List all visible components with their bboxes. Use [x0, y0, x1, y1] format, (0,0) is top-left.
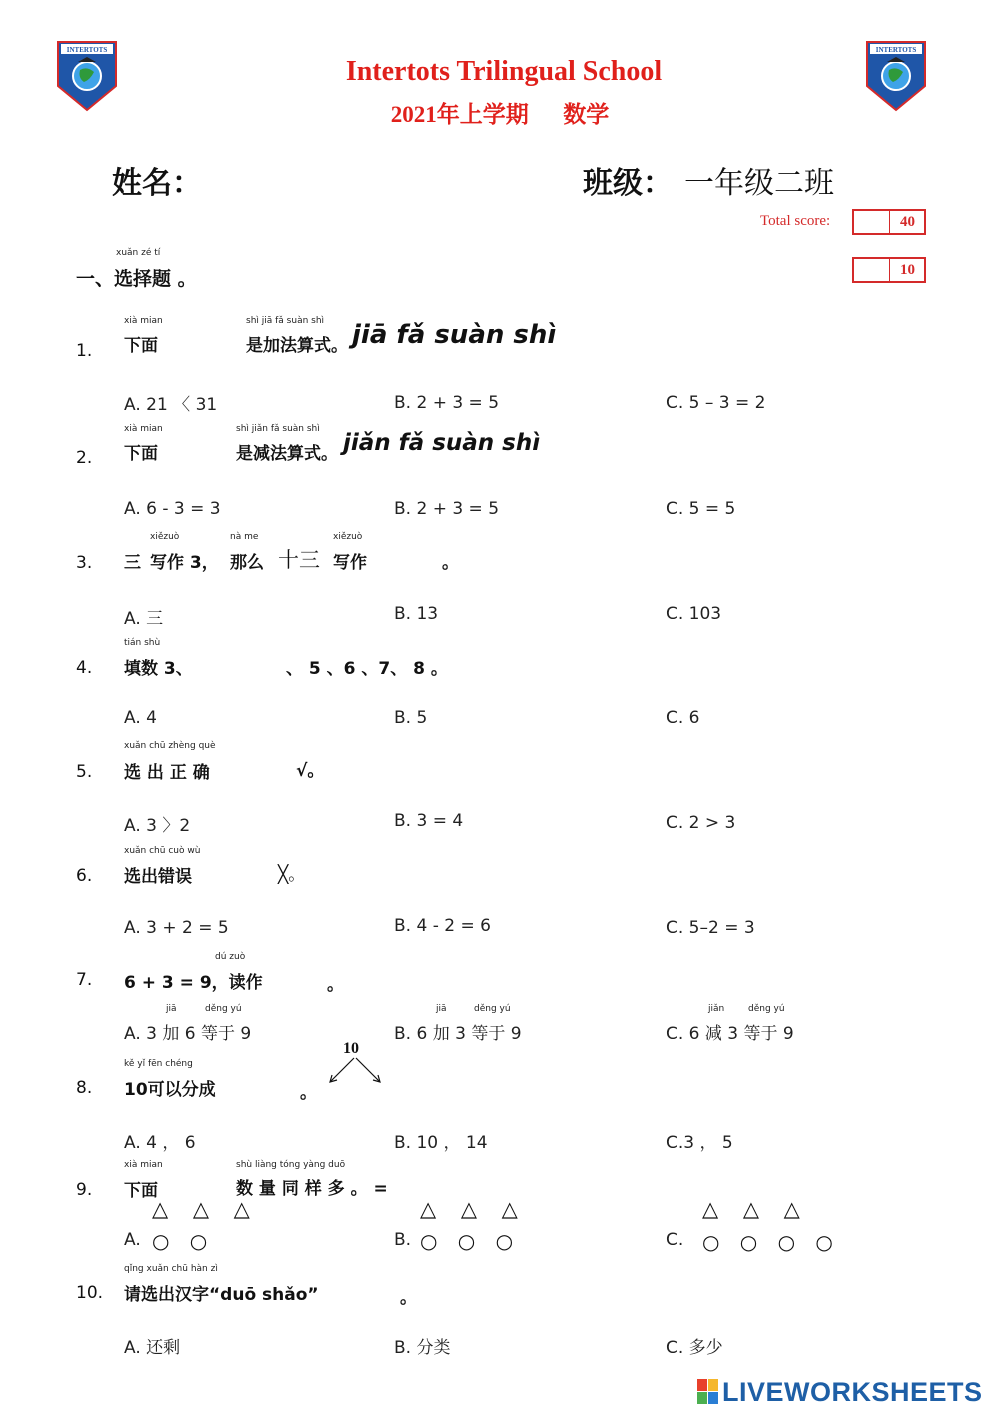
class-value: 一年级二班	[684, 166, 834, 201]
question-text: 写作 3，	[150, 553, 219, 573]
question-pinyin: xuǎn chū zhèng què	[124, 741, 216, 751]
option-c[interactable]: C.	[666, 1230, 684, 1250]
question-pinyin: dú zuò	[215, 952, 246, 962]
option-pinyin: jiā	[436, 1004, 447, 1014]
option-b[interactable]: B.	[394, 1230, 412, 1250]
option-c[interactable]: C. 5–2 = 3	[666, 918, 755, 938]
question-text: √。	[296, 761, 325, 781]
question-text: 请选出汉字“duō shǎo”	[124, 1285, 319, 1305]
option-pinyin: jiā	[166, 1004, 177, 1014]
question-text: 下面	[124, 1181, 158, 1201]
option-a[interactable]: A. 三	[124, 609, 164, 629]
question-number: 6.	[76, 866, 93, 886]
question-pinyin: kě yǐ fēn chéng	[124, 1059, 193, 1069]
triangle-row: △ △ △	[420, 1197, 527, 1221]
option-a[interactable]: A.	[124, 1230, 141, 1250]
option-b[interactable]: B. 2 + 3 = 5	[394, 499, 500, 519]
question-pinyin: qǐng xuǎn chū hàn zì	[124, 1264, 218, 1274]
question-text: 。	[442, 553, 459, 573]
question-pinyin: shì jiā fǎ suàn shì	[246, 316, 325, 326]
total-score-label: Total score:	[760, 213, 831, 229]
question-text: 。	[300, 1083, 317, 1103]
question-number: 9.	[76, 1180, 93, 1200]
question-pinyin: xià mian	[124, 316, 163, 326]
logo-text: INTERTOTS	[875, 46, 917, 54]
question-text: 6 + 3 = 9，读作	[124, 973, 263, 993]
option-c[interactable]: C. 6	[666, 708, 700, 728]
option-pinyin: děng yú	[474, 1004, 511, 1014]
handwritten-pinyin: jiǎn fǎ suàn shì	[343, 430, 541, 456]
question-text: 下面	[124, 336, 158, 356]
option-a[interactable]: A. 6 - 3 = 3	[124, 499, 221, 519]
liveworksheets-text: LIVEWORKSHEETS	[722, 1377, 983, 1407]
triangle-row: △ △ △	[152, 1197, 259, 1221]
question-text: 那么	[230, 553, 264, 573]
section-pinyin: xuǎn zé tí	[116, 248, 161, 258]
circle-row: ○ ○	[152, 1229, 215, 1253]
question-text: 填数 3、	[124, 659, 193, 679]
triangle-row: △ △ △	[702, 1197, 809, 1221]
option-a[interactable]: A. 3 + 2 = 5	[124, 918, 229, 938]
school-name: Intertots Trilingual School	[345, 56, 663, 87]
question-text: 、 5 、6 、7、 8 。	[286, 659, 448, 679]
question-number: 7.	[76, 970, 93, 990]
option-b[interactable]: B. 10 ， 14	[394, 1133, 488, 1153]
option-c[interactable]: C. 5 – 3 = 2	[666, 393, 766, 413]
logo-text: INTERTOTS	[66, 46, 108, 54]
answer-blank[interactable]	[256, 962, 324, 988]
total-score-box[interactable]	[852, 209, 926, 235]
question-text: 下面	[124, 444, 158, 464]
handwritten-pinyin: jiā fǎ suàn shì	[352, 320, 557, 350]
question-pinyin: xiězuò	[333, 532, 363, 542]
circle-row: ○ ○ ○ ○	[702, 1230, 840, 1254]
option-a[interactable]: A. 21 〈 31	[124, 395, 218, 415]
question-text: 是加法算式。	[246, 336, 348, 356]
section-title: 一、选择题 。	[76, 268, 197, 290]
option-c[interactable]: C.3 ， 5	[666, 1133, 733, 1153]
option-pinyin: děng yú	[748, 1004, 785, 1014]
liveworksheets-icon	[697, 1379, 719, 1405]
question-number: 3.	[76, 553, 93, 573]
question-pinyin: xiězuò	[150, 532, 180, 542]
option-c[interactable]: C. 6 减 3 等于 9	[666, 1024, 794, 1044]
number-bond-top: 10	[343, 1040, 359, 1057]
option-a[interactable]: A. 3 〉2	[124, 816, 191, 836]
option-pinyin: děng yú	[205, 1004, 242, 1014]
answer-blank[interactable]	[204, 856, 272, 882]
question-text: 。	[327, 975, 344, 995]
question-text: 数 量 同 样 多 。 =	[236, 1179, 388, 1199]
question-text: 是减法算式。	[236, 444, 338, 464]
question-number: 10.	[76, 1283, 104, 1303]
question-text: 选出错误	[124, 867, 192, 887]
question-number: 8.	[76, 1078, 93, 1098]
option-a[interactable]: A. 3 加 6 等于 9	[124, 1024, 252, 1044]
question-text: 写作	[333, 553, 367, 573]
answer-blank[interactable]	[330, 1274, 398, 1300]
question-pinyin: xià mian	[124, 424, 163, 434]
question-pinyin: shì jiǎn fǎ suàn shì	[236, 424, 320, 434]
class-label: 班级：	[583, 166, 673, 201]
answer-blank[interactable]	[375, 542, 439, 568]
answer-blank[interactable]	[170, 326, 238, 352]
option-b[interactable]: B. 5	[394, 708, 428, 728]
option-pinyin: jiǎn	[708, 1004, 725, 1014]
question-number: 2.	[76, 448, 93, 468]
question-pinyin: xuǎn chū cuò wù	[124, 846, 201, 856]
section-score-box[interactable]	[852, 257, 926, 283]
question-text: 10可以分成	[124, 1080, 216, 1100]
option-b[interactable]: B. 分类	[394, 1338, 451, 1358]
question-number: 1.	[76, 341, 93, 361]
question-text: 三	[124, 553, 141, 573]
liveworksheets-logo	[697, 1377, 983, 1408]
number-bond-arrows	[324, 1056, 386, 1086]
answer-blank[interactable]	[212, 648, 280, 674]
answer-blank[interactable]	[170, 434, 230, 460]
circle-row: ○ ○ ○	[420, 1229, 521, 1253]
option-c[interactable]: C. 103	[666, 604, 722, 624]
option-c[interactable]: C. 5 = 5	[666, 499, 736, 519]
question-pinyin: xià mian	[124, 1160, 163, 1170]
option-c[interactable]: C. 2 > 3	[666, 813, 736, 833]
section-score-value: 10	[900, 262, 915, 278]
question-pinyin: shù liàng tóng yàng duō	[236, 1160, 346, 1170]
answer-blank[interactable]	[222, 752, 290, 778]
question-text: 十三	[278, 548, 320, 572]
option-b[interactable]: B. 2 + 3 = 5	[394, 393, 500, 413]
option-a[interactable]: A. 4	[124, 708, 157, 728]
question-number: 4.	[76, 658, 93, 678]
option-b[interactable]: B. 6 加 3 等于 9	[394, 1024, 522, 1044]
name-label: 姓名：	[112, 166, 202, 201]
answer-blank[interactable]	[222, 1069, 296, 1095]
option-a[interactable]: A. 4 ， 6	[124, 1133, 196, 1153]
option-c[interactable]: C. 多少	[666, 1338, 723, 1358]
option-b[interactable]: B. 13	[394, 604, 439, 624]
worksheet-subtitle: 2021年上学期 数学	[390, 102, 610, 127]
question-number: 5.	[76, 762, 93, 782]
question-pinyin: tián shù	[124, 638, 161, 648]
answer-blank[interactable]	[168, 1170, 232, 1196]
option-b[interactable]: B. 3 = 4	[394, 811, 464, 831]
question-text: ╳。	[278, 865, 306, 885]
total-score-value: 40	[900, 214, 915, 230]
option-b[interactable]: B. 4 - 2 = 6	[394, 916, 491, 936]
question-text: 选 出 正 确	[124, 763, 210, 783]
question-pinyin: nà me	[230, 532, 259, 542]
question-text: 。	[400, 1288, 417, 1308]
option-a[interactable]: A. 还剩	[124, 1338, 181, 1358]
